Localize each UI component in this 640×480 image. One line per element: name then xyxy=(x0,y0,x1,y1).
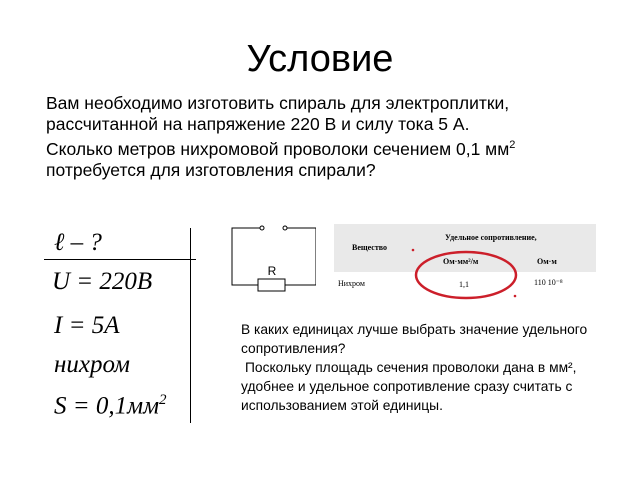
circuit-diagram xyxy=(226,222,316,297)
given-length: ℓ – ? xyxy=(54,229,102,256)
resistor-label: R xyxy=(267,264,277,278)
table-row-value-m: 110 10⁻⁸ xyxy=(534,278,563,287)
table-row-name: Нихром xyxy=(338,279,365,288)
problem-line-3 xyxy=(46,135,616,160)
given-vertical-divider xyxy=(190,228,191,423)
problem-line-2: рассчитанной на напряжение 220 В и силу тока 5 А. xyxy=(46,114,470,134)
highlight-layer xyxy=(334,224,596,304)
table-col-resistivity: Удельное сопротивление, xyxy=(445,233,537,242)
highlight-ellipse xyxy=(416,252,516,298)
given-voltage: U = 220B xyxy=(52,268,153,295)
problem-sup: 2 xyxy=(509,139,516,151)
highlight-dot-1 xyxy=(412,249,415,252)
circuit-wire-right xyxy=(285,228,316,285)
problem-line-3-text: Сколько метров нихромовой проволоки сечением 0,1 мм xyxy=(46,138,510,159)
problem-line-1: Вам необходимо изготовить спираль для электроплитки, xyxy=(46,93,510,113)
table-col-substance: Вещество xyxy=(352,243,388,252)
circuit-wire-left xyxy=(232,228,261,285)
given-current: I = 5A xyxy=(54,312,120,339)
table-unit-m: Ом·м xyxy=(537,257,557,266)
given-area-text: S = 0,1мм xyxy=(54,392,160,420)
resistivity-table xyxy=(334,224,596,296)
given-horizontal-divider xyxy=(44,259,196,260)
answer-question: В каких единицах лучше выбрать значение удельного сопротивления? xyxy=(241,322,588,356)
resistor-symbol xyxy=(258,279,285,291)
answer-block xyxy=(241,320,611,415)
terminal-right xyxy=(283,226,287,230)
table-unit-mm: Ом·мм²/м xyxy=(443,257,479,266)
given-area-sup: 2 xyxy=(159,392,167,408)
table-row-value-mm: 1,1 xyxy=(459,280,469,289)
answer-explanation: Поскольку площадь сечения проволоки дана в мм², удобнее и удельное сопротивление сразу считать с использованием этой единицы. xyxy=(241,360,577,413)
problem-statement xyxy=(46,93,616,181)
problem-line-4: потребуется для изготовления спирали? xyxy=(46,159,376,180)
slide-title: Условие xyxy=(246,38,394,80)
highlight-dot-2 xyxy=(514,295,517,298)
terminal-left xyxy=(260,226,264,230)
given-material: нихром xyxy=(54,351,131,378)
given-area xyxy=(54,392,167,420)
